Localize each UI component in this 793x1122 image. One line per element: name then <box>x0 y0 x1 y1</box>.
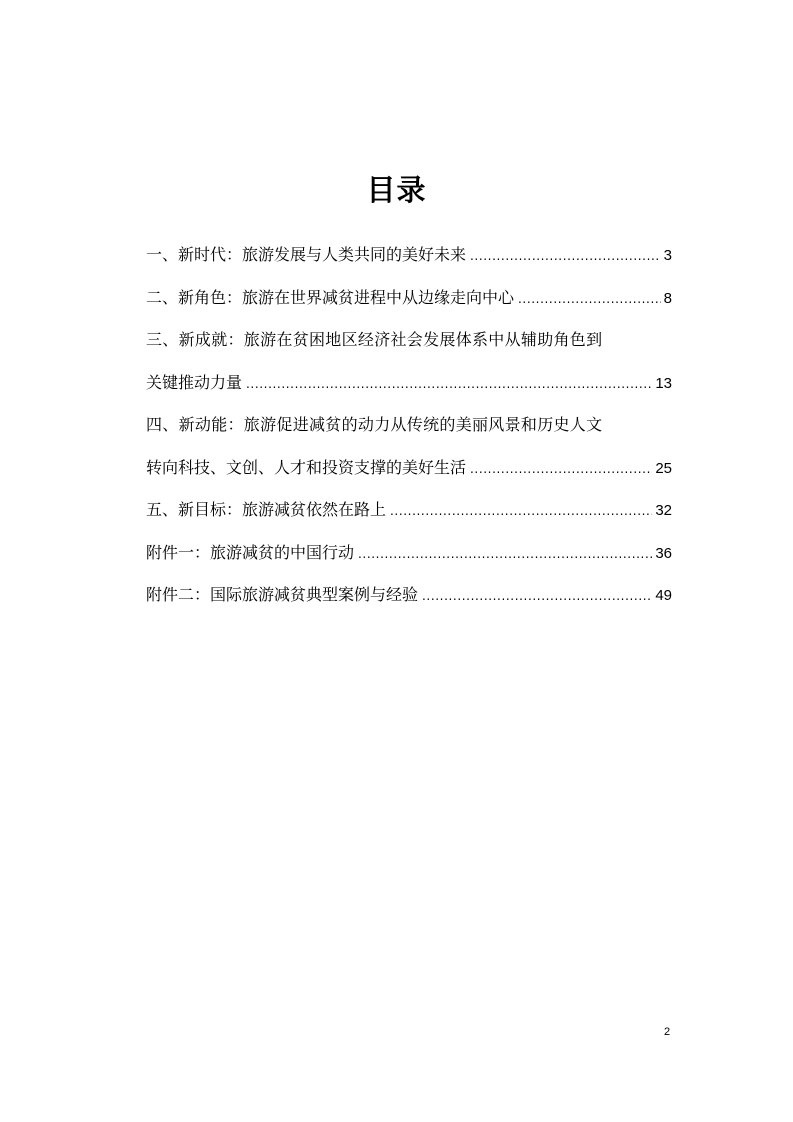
toc-dot-leader <box>358 533 652 576</box>
page-title: 目录 <box>366 173 427 207</box>
toc-entry-text: 转向科技、文创、人才和投资支撑的美好生活 <box>146 457 467 477</box>
toc-entry-1[interactable] <box>146 234 672 277</box>
toc-dot-leader <box>518 278 661 321</box>
toc-page-number: 32 <box>655 502 672 519</box>
toc-dot-leader <box>470 448 652 491</box>
toc-entry-3[interactable] <box>146 319 672 404</box>
toc-dot-leader <box>422 575 652 618</box>
toc-page-number: 25 <box>655 459 672 477</box>
toc-entry-text: 关键推动力量 <box>146 372 243 392</box>
table-of-contents <box>146 234 672 617</box>
toc-entry-text: 五、新目标：旅游减贫依然在路上 <box>146 500 387 519</box>
toc-entry-text: 附件二：国际旅游减贫典型案例与经验 <box>146 585 419 604</box>
toc-entry-text: 二、新角色：旅游在世界减贫进程中从边缘走向中心 <box>146 287 515 307</box>
toc-appendix-1[interactable] <box>146 532 672 575</box>
toc-entry-text: 一、新时代：旅游发展与人类共同的美好未来 <box>146 245 467 264</box>
toc-entry-text: 附件一：旅游减贫的中国行动 <box>146 542 355 562</box>
toc-appendix-2[interactable] <box>146 574 672 617</box>
toc-page-number: 13 <box>655 374 672 392</box>
toc-dot-leader <box>246 363 652 406</box>
toc-entry-2[interactable] <box>146 277 672 320</box>
toc-dot-leader <box>390 490 652 533</box>
toc-page-number: 49 <box>655 587 672 604</box>
footer-page-number: 2 <box>664 1026 671 1038</box>
toc-entry-text-line1: 四、新动能：旅游促进减贫的动力从传统的美丽风景和历史人文 <box>146 415 603 434</box>
toc-page-number: 36 <box>655 544 672 562</box>
toc-entry-4[interactable] <box>146 404 672 489</box>
toc-entry-text-line1: 三、新成就：旅游在贫困地区经济社会发展体系中从辅助角色到 <box>146 330 603 349</box>
toc-entry-5[interactable] <box>146 489 672 532</box>
toc-page-number: 8 <box>663 289 672 307</box>
toc-dot-leader <box>470 235 661 278</box>
toc-page-number: 3 <box>663 247 672 264</box>
